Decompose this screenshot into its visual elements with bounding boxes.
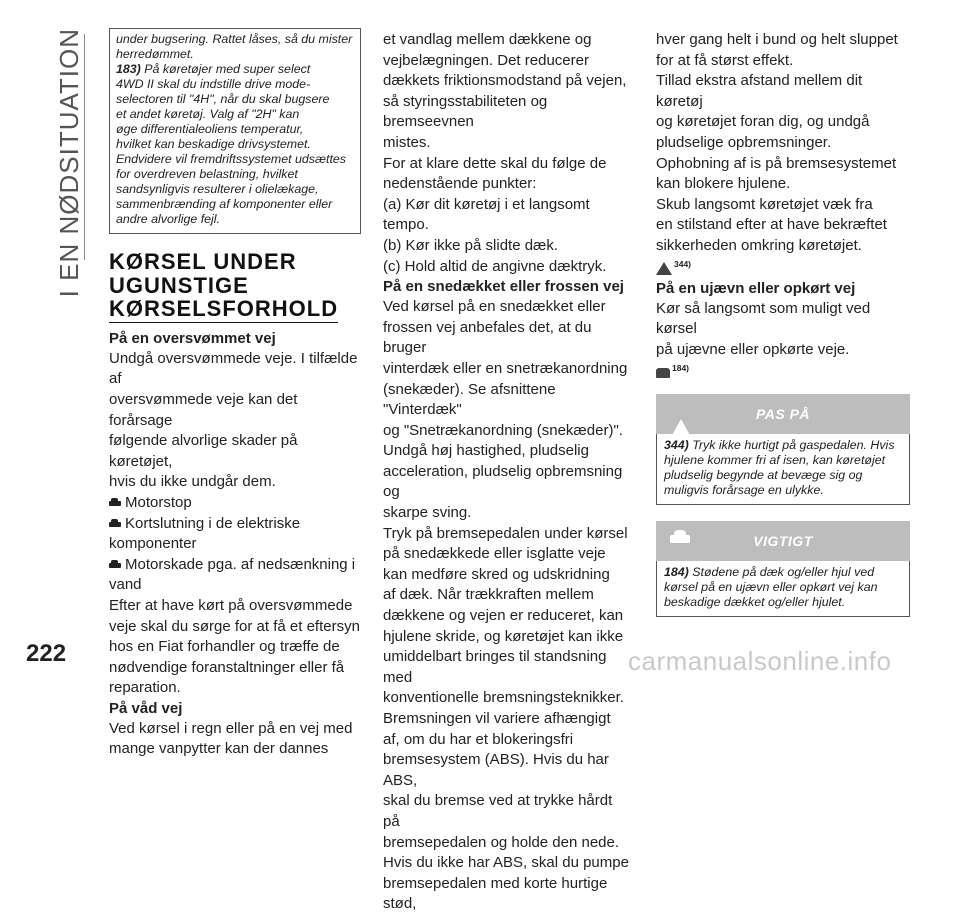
snow-line: Bremsningen vil variere afhængigt (383, 710, 611, 727)
snow-line: acceleration, pludselig opbremsning og (383, 462, 623, 501)
heading-wet-road: På våd vej (109, 699, 183, 717)
caution-title: PAS PÅ (755, 406, 811, 423)
snow-line: skarpe sving. (383, 504, 472, 522)
top-line: for at få størst effekt. (656, 51, 794, 69)
snow-line: skal du bremse ved at trykke hårdt på (383, 792, 613, 830)
top-line: og køretøjet foran dig, og undgå (656, 113, 870, 131)
top-line: pludselige opbremsninger. (656, 133, 832, 151)
caution-first-line (664, 438, 902, 453)
caution-line: pludselig begynde at bevæge sig og (664, 468, 863, 483)
box-line: under bugsering. Rattet låses, så du mister (116, 32, 353, 46)
after-line: Efter at have kørt på oversvømmede (109, 596, 353, 614)
box-line: sammenbrænding af komponenter eller (116, 197, 333, 211)
caution-text: Tryk ikke hurtigt på gaspedalen. Hvis (692, 438, 895, 453)
section-title (52, 28, 86, 298)
snow-line: Ved kørsel på en snedækket eller (383, 298, 606, 316)
reference-number: 184) (672, 362, 690, 373)
box-line: 4WD II skal du indstille drive mode- (116, 77, 311, 91)
snow-line: af, om du har et blokeringsfri (383, 730, 574, 748)
important-line: beskadige dækket og/eller hjulet. (664, 595, 846, 610)
after-line: nødvendige foranstaltninger eller få (109, 658, 345, 676)
bullet-text: Motorskade pga. af nedsænkning i (125, 555, 356, 573)
box-line: øge differentialeoliens temperatur, (116, 122, 304, 136)
snow-line: hjulene skride, og køretøjet kan ikke (383, 627, 624, 645)
flooded-line: hvis du ikke undgår dem. (109, 473, 276, 491)
top-line: Skub langsomt køretøjet væk fra (656, 195, 873, 213)
snow-line: konventionelle bremsningsteknikker. (383, 689, 624, 707)
caution-box-body (656, 434, 910, 505)
snow-line: bremsepedalen og holde den nede. (383, 833, 620, 851)
car-damage-icon (656, 368, 670, 378)
reference-number: 344) (674, 258, 692, 269)
snow-line: og "Snetrækanordning (snekæder)". (383, 421, 623, 439)
important-reference-184 (656, 362, 910, 378)
flooded-line: Undgå oversvømmede veje. I tilfælde af (109, 349, 358, 388)
important-box-body (656, 561, 910, 617)
box-line: andre alvorlige fejl. (116, 212, 221, 226)
important-number: 184) (664, 565, 689, 580)
intro-line: mistes. (383, 133, 431, 151)
intro-line: dækkets friktionsmodstand på vejen, (383, 72, 627, 90)
intro-line: nedenstående punkter: (383, 175, 537, 193)
car-bullet-icon (109, 514, 125, 528)
watermark: carmanualsonline.info (628, 646, 892, 676)
intro-line: (b) Kør ikke på slidte dæk. (383, 236, 559, 254)
warning-triangle-icon (670, 401, 692, 422)
intro-line: (c) Hold altid de angivne dæktryk. (383, 257, 607, 275)
box-note-first-line (116, 62, 354, 77)
snow-line: bremsepedalen med korte hurtige stød, (383, 874, 608, 913)
heading-snow-road: På en snedækket eller frossen vej (383, 278, 624, 296)
important-box-header (656, 521, 910, 561)
column-2 (383, 30, 633, 915)
box-line: herredømmet. (116, 47, 194, 61)
intro-line: så styringsstabiliteten og bremseevnen (383, 92, 548, 131)
important-text: Stødene på dæk og/eller hjul ved (692, 565, 875, 580)
snow-line: Hvis du ikke har ABS, skal du pumpe (383, 854, 629, 872)
wet-line: Ved kørsel i regn eller på en vej med (109, 719, 353, 737)
car-bullet-icon (109, 555, 125, 569)
box-note-text: På køretøjer med super select (144, 62, 311, 76)
intro-line: et vandlag mellem dækkene og (383, 31, 592, 48)
caution-box-header (656, 394, 910, 434)
snow-line: på snedækkede eller isglatte veje (383, 545, 606, 563)
top-line: en stilstand efter at have bekræftet (656, 216, 887, 234)
intro-line: vejbelægningen. Det reducerer (383, 51, 589, 69)
bullet-text: Motorstop (125, 493, 192, 511)
box-line: hvilket kan beskadige drivsystemet. (116, 137, 311, 151)
top-line: sikkerheden omkring køretøjet. (656, 236, 862, 254)
snow-line: Tryk på bremsepedalen under kørsel (383, 524, 628, 542)
section-divider (84, 34, 85, 260)
flooded-line: oversvømmede veje kan det forårsage (109, 390, 298, 429)
box-line: sandsynligvis resulterer i olielækage, (116, 182, 319, 196)
bullet-continuation: komponenter (109, 535, 197, 553)
top-line: hver gang helt i bund og helt sluppet (656, 31, 898, 48)
box-line: et andet køretøj. Valg af "2H" kan (116, 107, 300, 121)
snow-line: frossen vej anbefales det, at du bruger (383, 318, 592, 357)
bullet-continuation: vand (109, 576, 142, 594)
bullet-text: Kortslutning i de elektriske (125, 514, 301, 532)
intro-line: (a) Kør dit køretøj i et langsomt tempo. (383, 195, 590, 234)
list-item (109, 493, 361, 514)
top-line: Ophobning af is på bremsesystemet (656, 154, 897, 172)
warning-triangle-icon (656, 262, 672, 275)
note-box-183 (109, 28, 361, 234)
flooded-line: følgende alvorlige skader på køretøjet, (109, 432, 298, 470)
snow-line: umiddelbart bringes til standsning med (383, 648, 607, 686)
snow-line: Undgå høj hastighed, pludselig (383, 442, 589, 460)
column-3 (656, 30, 910, 617)
title-line: UGUNSTIGE (109, 272, 249, 298)
caution-number: 344) (664, 438, 689, 453)
warning-reference-344 (656, 259, 910, 275)
car-bullet-icon (109, 493, 125, 507)
section-title-text: I EN NØDSITUATION (53, 28, 84, 298)
caution-line: muligvis forårsage en ulykke. (664, 483, 824, 498)
list-item (109, 555, 361, 576)
after-line: veje skal du sørge for at få et eftersyn (109, 617, 360, 635)
wet-line: mange vanpytter kan der dannes (109, 740, 329, 758)
page-number: 222 (26, 640, 67, 667)
box-line: selectoren til "4H", når du skal bugsere (116, 92, 330, 106)
important-first-line (664, 565, 902, 580)
heading-uneven-road: På en ujævn eller opkørt vej (656, 279, 856, 297)
snow-line: (snekæder). Se afsnittene "Vinterdæk" (383, 380, 556, 419)
top-line: kan blokere hjulene. (656, 175, 791, 193)
important-title: VIGTIGT (753, 533, 813, 550)
uneven-line: på ujævne eller opkørte veje. (656, 340, 850, 358)
top-line: Tillad ekstra afstand mellem dit køretøj (656, 72, 863, 110)
after-line: reparation. (109, 679, 181, 697)
list-item (109, 514, 361, 535)
note-number: 183) (116, 62, 141, 76)
snow-line: bremsesystem (ABS). Hvis du har ABS, (383, 751, 609, 789)
box-line: for overdreven belastning, hvilket (116, 167, 298, 181)
uneven-line: Kør så langsomt som muligt ved kørsel (656, 299, 871, 338)
important-line: kørsel på en ujævn eller opkørt vej kan (664, 580, 878, 595)
after-line: hos en Fiat forhandler og træffe de (109, 638, 340, 656)
column-1 (109, 30, 361, 760)
title-line-underlined: KØRSELSFORHOLD (109, 296, 339, 322)
title-line: KØRSEL UNDER (109, 249, 297, 274)
snow-line: vinterdæk eller en snetrækanordning (383, 359, 628, 377)
snow-line: kan medføre skred og udskridning (383, 565, 610, 583)
snow-line: dækkene og vejen er reduceret, kan (383, 607, 624, 625)
caution-line: hjulene kommer fri af isen, kan køretøjet (664, 453, 886, 468)
snow-line: af dæk. Når trækkraften mellem (383, 586, 594, 604)
main-section-title (109, 250, 361, 323)
box-line: Endvidere vil fremdriftssystemet udsættes (116, 152, 346, 166)
intro-line: For at klare dette skal du følge de (383, 154, 607, 172)
heading-flooded-road: På en oversvømmet vej (109, 329, 276, 347)
